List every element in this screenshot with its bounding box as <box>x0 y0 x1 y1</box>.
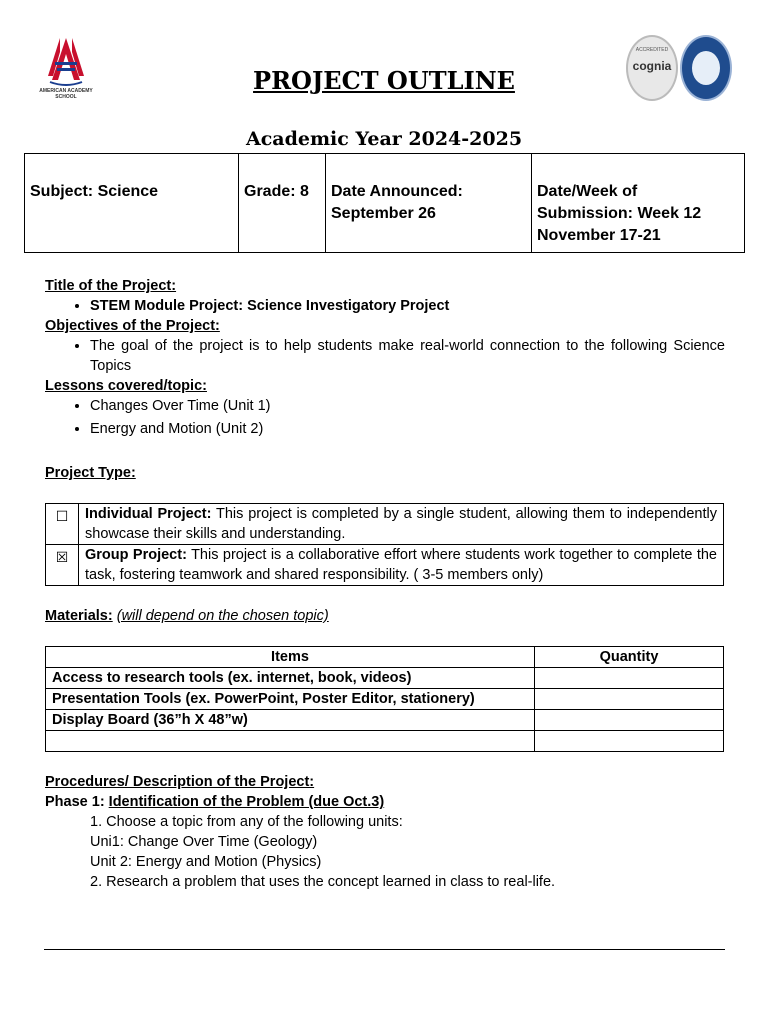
procedure-step: Unit 2: Energy and Motion (Physics) <box>90 854 322 870</box>
phase-line <box>45 792 725 812</box>
content <box>45 276 725 892</box>
wasc-seal-icon <box>680 35 732 101</box>
submission-cell: Date/Week of Submission: Week 12 November 17-21 <box>532 154 745 253</box>
lessons-list <box>45 396 725 439</box>
page-title: PROJECT OUTLINE <box>253 66 515 95</box>
individual-description: Individual Project: This project is completed by a single student, allowing them to independently showcase their skills and understanding. <box>79 504 724 545</box>
lesson-item: • Changes Over Time (Unit 1) <box>90 396 725 416</box>
table-row <box>46 710 724 731</box>
procedures-heading: Procedures/ Description of the Project: <box>45 774 315 790</box>
materials-table <box>45 646 724 752</box>
quantity-header: Quantity <box>535 647 724 668</box>
materials-heading-line <box>45 606 725 626</box>
group-row <box>46 545 724 586</box>
procedure-step: Uni1: Change Over Time (Geology) <box>90 834 318 850</box>
individual-checkbox[interactable]: ☐ <box>46 504 79 545</box>
lessons-heading: Lessons covered/topic: <box>45 378 207 394</box>
material-quantity <box>535 689 724 710</box>
group-description: Group Project: This project is a collaborative effort where students work together to complete the task, fostering teamwork and shared responsibility. ( 3-5 members only) <box>79 545 724 586</box>
project-type-table <box>45 503 724 586</box>
individual-row <box>46 504 724 545</box>
items-header: Items <box>46 647 535 668</box>
objectives-list <box>45 336 725 376</box>
phase-title: Identification of the Problem (due Oct.3) <box>108 794 385 810</box>
lesson-item: • Energy and Motion (Unit 2) <box>90 419 725 439</box>
objectives-heading: Objectives of the Project: <box>45 318 220 334</box>
accreditation-badges <box>624 32 732 102</box>
table-row <box>46 668 724 689</box>
material-item: Access to research tools (ex. internet, book, videos) <box>46 668 535 689</box>
materials-heading: Materials: <box>45 608 113 624</box>
material-item: Display Board (36”h X 48”w) <box>46 710 535 731</box>
group-checkbox[interactable]: ☒ <box>46 545 79 586</box>
project-title-item: • STEM Module Project: Science Investigatory Project <box>90 296 725 316</box>
material-quantity <box>535 668 724 689</box>
academic-year: Academic Year 2024-2025 <box>245 128 523 150</box>
material-quantity <box>535 710 724 731</box>
materials-note: (will depend on the chosen topic) <box>116 608 329 624</box>
cognia-badge <box>626 35 678 101</box>
phase-label: Phase 1: <box>45 794 109 810</box>
objective-item: • The goal of the project is to help students make real-world connection to the following Science Topics <box>90 336 725 376</box>
table-row <box>46 731 724 752</box>
school-name-line2: SCHOOL <box>55 94 77 100</box>
project-title-list <box>45 296 725 316</box>
grade-cell: Grade: 8 <box>239 154 326 253</box>
date-announced-cell: Date Announced: September 26 <box>326 154 532 253</box>
cognia-badge-top: ACCREDITED <box>635 47 669 53</box>
info-table <box>24 153 745 253</box>
procedure-step: 1. Choose a topic from any of the following units: <box>90 814 403 830</box>
material-quantity <box>535 731 724 752</box>
procedures-section <box>45 772 725 892</box>
project-type-heading: Project Type: <box>45 465 136 481</box>
procedure-step: 2. Research a problem that uses the concept learned in class to real-life. <box>90 874 556 890</box>
subject-cell: Subject: Science <box>25 154 239 253</box>
school-name-line1: AMERICAN ACADEMY <box>39 88 93 94</box>
footer-divider <box>44 949 725 950</box>
material-item: Presentation Tools (ex. PowerPoint, Poster Editor, stationery) <box>46 689 535 710</box>
cognia-badge-name: cognia <box>632 59 672 73</box>
project-title-heading: Title of the Project: <box>45 278 177 294</box>
material-item <box>46 731 535 752</box>
table-row <box>46 689 724 710</box>
